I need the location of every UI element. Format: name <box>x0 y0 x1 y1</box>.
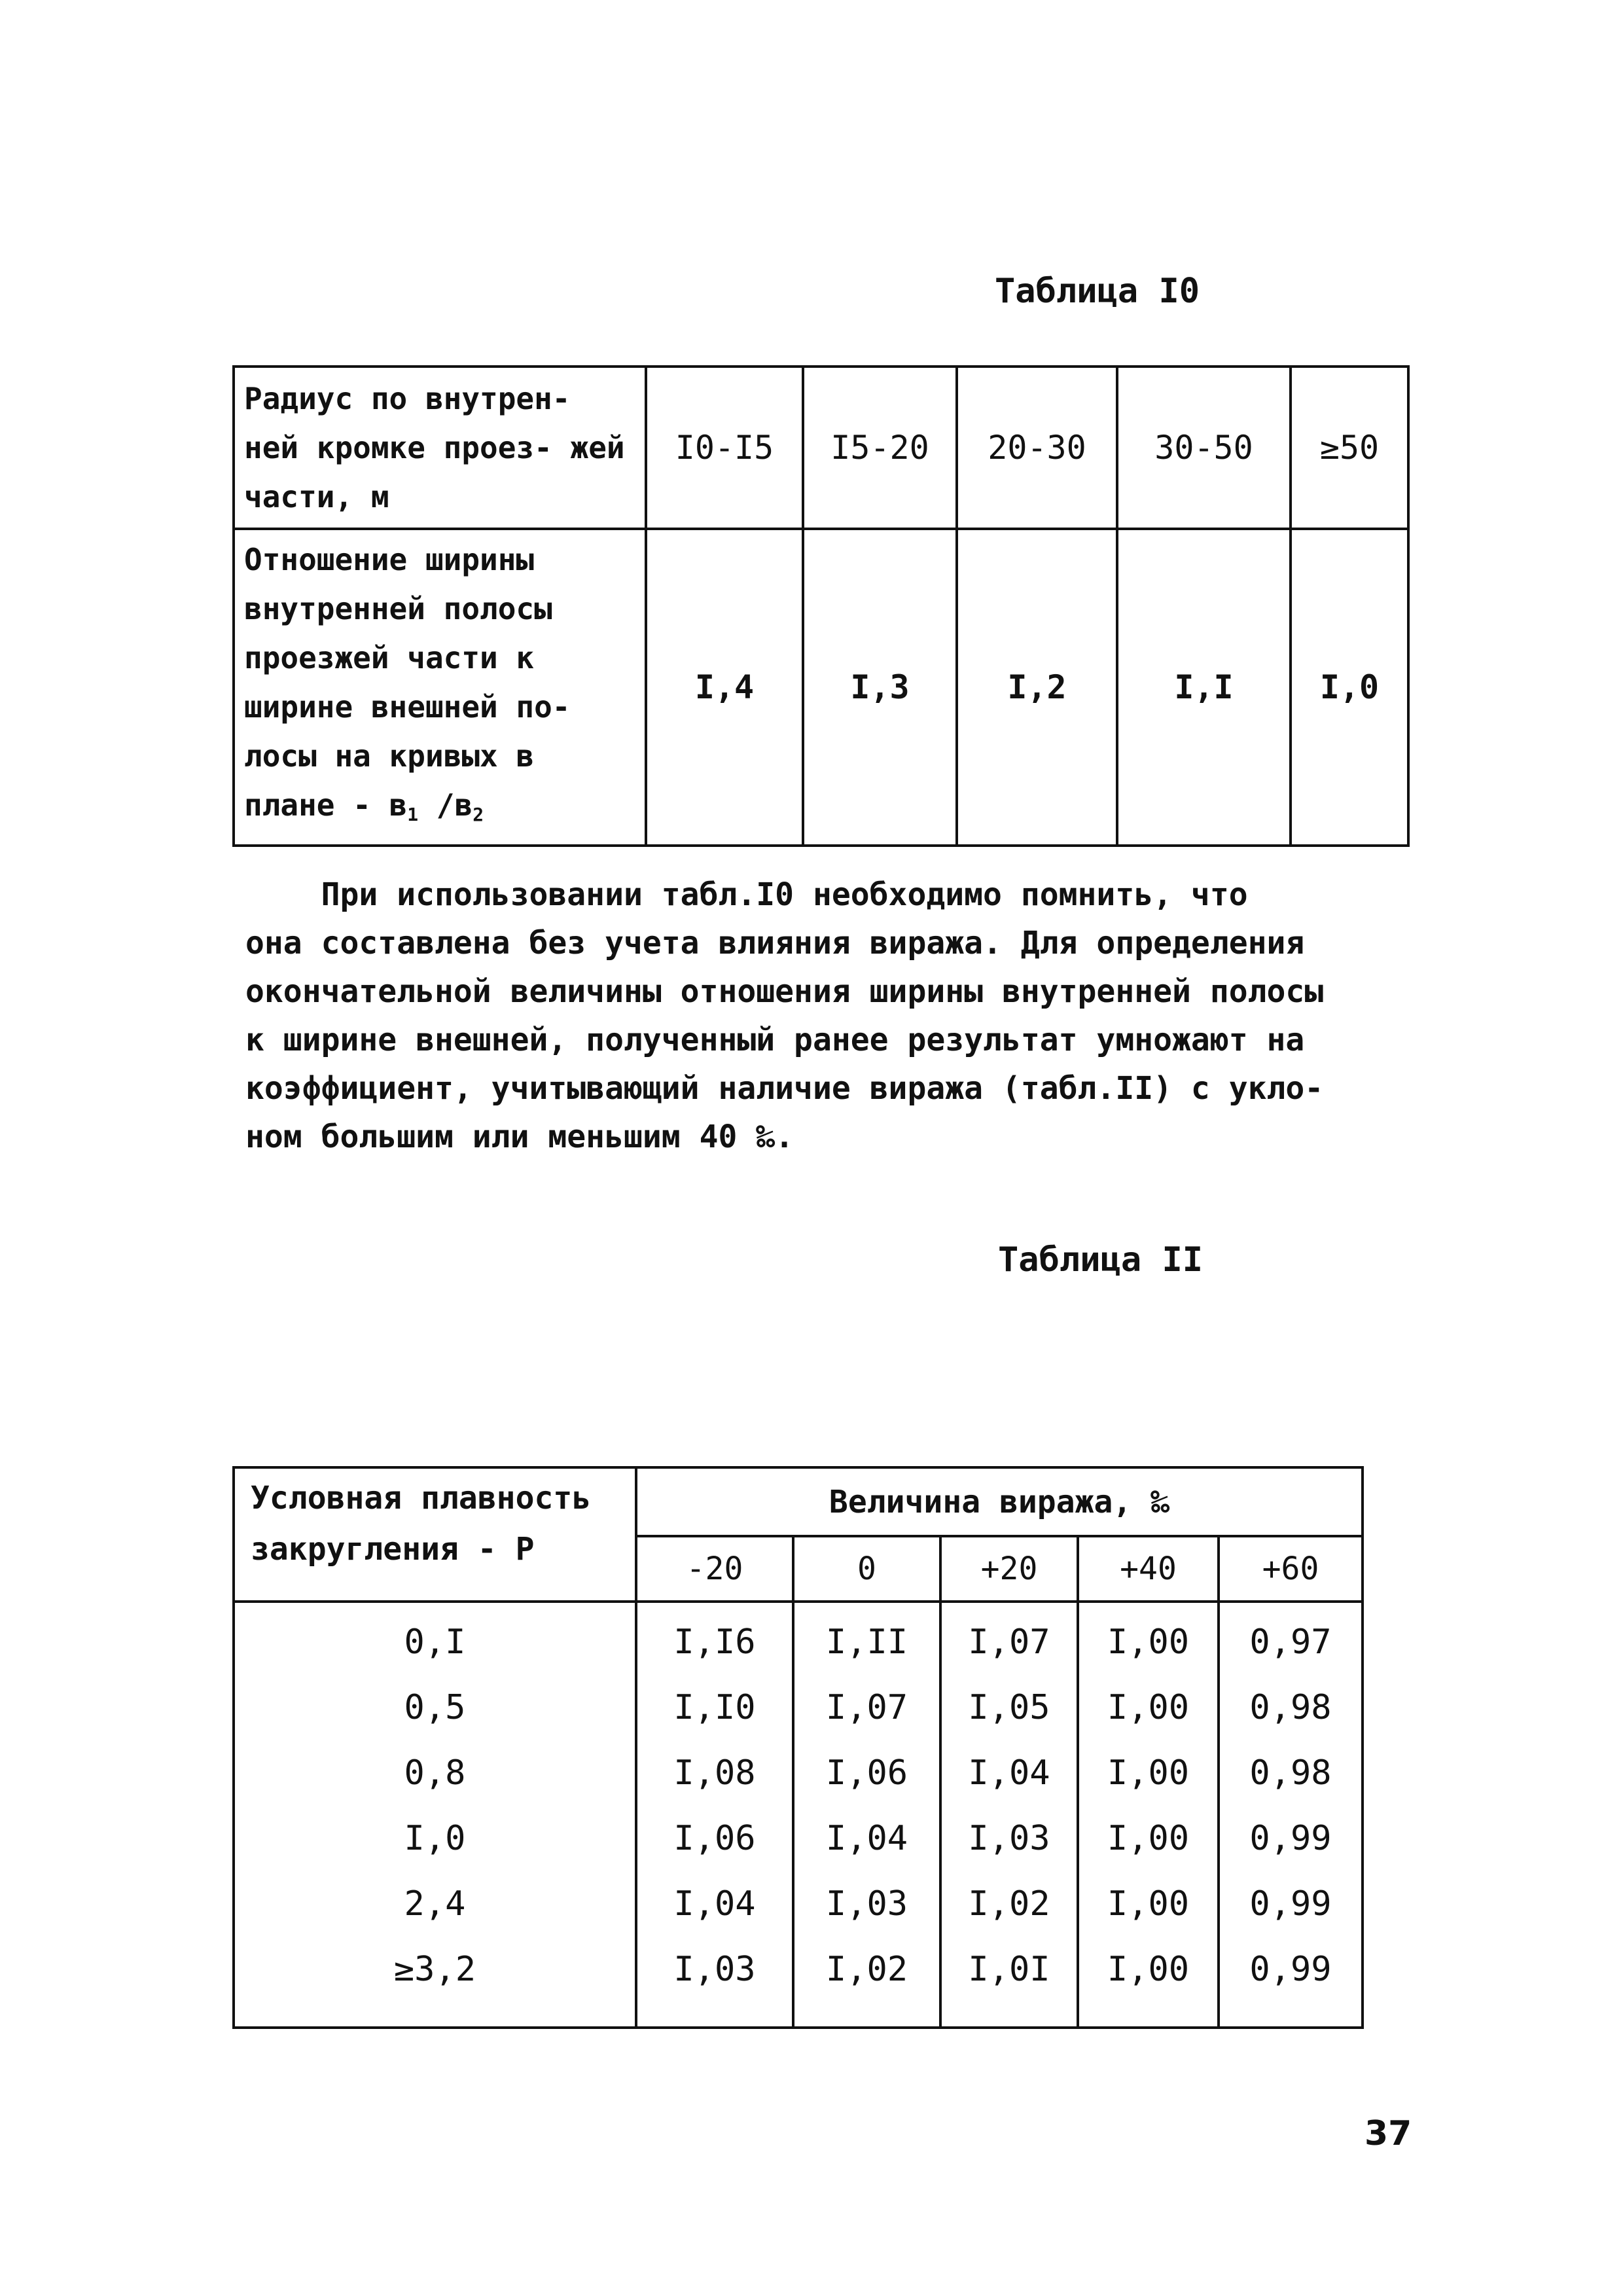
coef-value: I,00 <box>1107 1688 1190 1727</box>
paragraph-line: При использовании табл.I0 необходимо помнить, что <box>245 876 1248 913</box>
coef-value: I,00 <box>1107 1623 1190 1662</box>
p-value: 0,8 <box>404 1753 466 1793</box>
ratio-subscript-2: 2 <box>473 804 484 825</box>
paragraph-line: окончательной величины отношения ширины внутренней полосы <box>245 973 1324 1010</box>
bank-column-header: -20 <box>636 1536 793 1602</box>
page-number: 37 <box>1364 2114 1412 2153</box>
bank-group-header: Величина виража, ‰ <box>636 1467 1363 1536</box>
p-header: Условная плавность закругления - Р <box>234 1467 636 1602</box>
table10-row-ratio <box>234 529 1408 846</box>
coef-value: I,00 <box>1107 1819 1190 1858</box>
ratio-label-text: Отношение ширины внутренней полосы проезжей части к ширине внешней по- лосы на кривых в плане - в <box>244 542 571 823</box>
coef-value: I,06 <box>825 1753 908 1793</box>
body-paragraph <box>245 870 1404 1161</box>
paragraph-line: она составлена без учета влияния виража. Для определения <box>245 925 1305 961</box>
coef-value: I,00 <box>1107 1884 1190 1924</box>
bank-column-header: +20 <box>940 1536 1078 1602</box>
p-values-cell <box>234 1602 636 2028</box>
coef-value: I,03 <box>673 1950 756 1989</box>
range-cell: ≥50 <box>1291 367 1408 529</box>
coef-value: I,03 <box>825 1884 908 1924</box>
ratio-label-separator: /в <box>418 787 473 823</box>
table10-caption: Таблица I0 <box>995 272 1200 311</box>
bank-column-header: +40 <box>1078 1536 1219 1602</box>
p-value: 0,5 <box>404 1688 466 1727</box>
paragraph-line: коэффициент, учитывающий наличие виража (табл.II) с укло- <box>245 1070 1324 1107</box>
coef-column <box>1078 1602 1219 2028</box>
bank-column-header: +60 <box>1219 1536 1363 1602</box>
coef-value: I,05 <box>968 1688 1050 1727</box>
radius-label: Радиус по внутрен- ней кромке проез- жей части, м <box>234 367 646 529</box>
table11-caption: Таблица II <box>998 1240 1204 1280</box>
coef-value: I,0I <box>968 1950 1050 1989</box>
table11-header-row <box>234 1467 1363 1536</box>
ratio-cell: I,4 <box>646 529 803 846</box>
coef-value: I,00 <box>1107 1950 1190 1989</box>
range-cell: I5-20 <box>803 367 957 529</box>
coef-value: I,07 <box>825 1688 908 1727</box>
table11-values-row <box>234 1602 1363 2028</box>
coef-value: 0,97 <box>1249 1623 1332 1662</box>
p-value: 0,I <box>404 1623 466 1662</box>
coef-value: 0,99 <box>1249 1819 1332 1858</box>
coef-value: I,08 <box>673 1753 756 1793</box>
ratio-cell: I,I <box>1117 529 1291 846</box>
coef-column <box>940 1602 1078 2028</box>
coef-value: I,04 <box>825 1819 908 1858</box>
table10-row-radius <box>234 367 1408 529</box>
table-10 <box>232 365 1410 847</box>
coef-value: I,II <box>825 1623 908 1662</box>
coef-value: 0,98 <box>1249 1688 1332 1727</box>
coef-column <box>1219 1602 1363 2028</box>
coef-value: I,04 <box>673 1884 756 1924</box>
paragraph-line: к ширине внешней, полученный ранее результат умножают на <box>245 1022 1305 1058</box>
p-value: 2,4 <box>404 1884 466 1924</box>
coef-column <box>793 1602 940 2028</box>
table-11 <box>232 1466 1364 2029</box>
ratio-label <box>234 529 646 846</box>
coef-value: 0,99 <box>1249 1884 1332 1924</box>
range-cell: 20-30 <box>957 367 1117 529</box>
coef-value: I,I0 <box>673 1688 756 1727</box>
coef-value: I,06 <box>673 1819 756 1858</box>
ratio-cell: I,0 <box>1291 529 1408 846</box>
coef-value: I,04 <box>968 1753 1050 1793</box>
ratio-subscript-1: 1 <box>407 804 419 825</box>
coef-value: I,02 <box>968 1884 1050 1924</box>
p-value: ≥3,2 <box>393 1950 476 1989</box>
coef-value: I,02 <box>825 1950 908 1989</box>
coef-value: 0,99 <box>1249 1950 1332 1989</box>
p-value: I,0 <box>404 1819 466 1858</box>
ratio-cell: I,3 <box>803 529 957 846</box>
coef-value: 0,98 <box>1249 1753 1332 1793</box>
coef-value: I,03 <box>968 1819 1050 1858</box>
coef-value: I,I6 <box>673 1623 756 1662</box>
ratio-cell: I,2 <box>957 529 1117 846</box>
bank-column-header: 0 <box>793 1536 940 1602</box>
coef-value: I,07 <box>968 1623 1050 1662</box>
range-cell: I0-I5 <box>646 367 803 529</box>
coef-column <box>636 1602 793 2028</box>
paragraph-line: ном большим или меньшим 40 ‰. <box>245 1119 794 1155</box>
range-cell: 30-50 <box>1117 367 1291 529</box>
coef-value: I,00 <box>1107 1753 1190 1793</box>
